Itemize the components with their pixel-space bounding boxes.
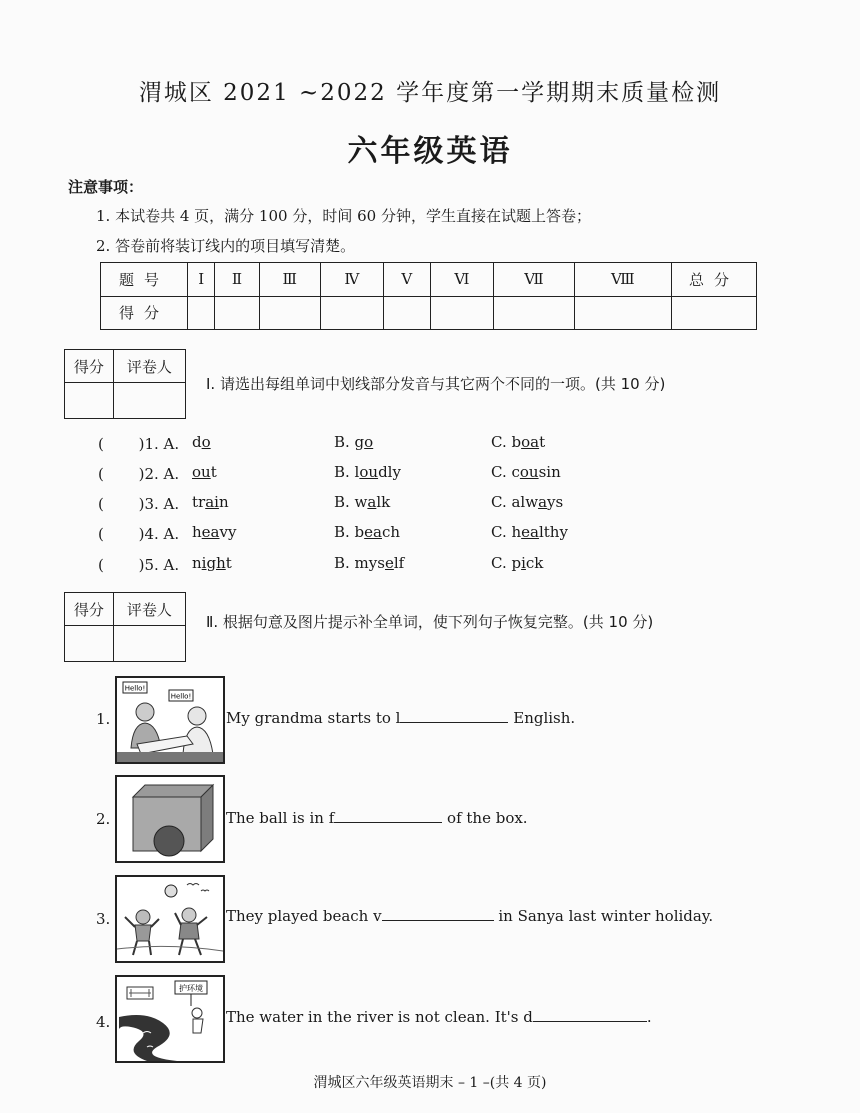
option-c-post: t: [539, 433, 546, 451]
option-c-post: sin: [538, 463, 561, 481]
option-b-ul: e: [384, 554, 394, 572]
question-row-4: [98, 523, 798, 549]
option-b[interactable]: [334, 493, 390, 511]
option-c-post: ck: [525, 554, 544, 572]
option-b-pre: B. l: [334, 463, 360, 481]
question-number: ( )4. A.: [98, 525, 180, 543]
option-a-ul: igh: [201, 554, 226, 572]
option-c-pre: C. alw: [491, 493, 539, 511]
option-a-ul: ea: [201, 523, 220, 541]
option-a-pre: h: [192, 523, 202, 541]
question-number: ( )1. A.: [98, 435, 180, 453]
item-1-number: 1.: [96, 710, 111, 728]
score-col-total: 总分: [672, 263, 757, 297]
item-2-answer-blank[interactable]: [334, 808, 442, 823]
option-a[interactable]: [192, 433, 211, 451]
option-a-post: t: [210, 463, 217, 481]
question-number: ( )5. A.: [98, 556, 180, 574]
option-c[interactable]: [491, 463, 561, 481]
option-c-pre: C. p: [491, 554, 522, 572]
item-1-text-after: English.: [508, 709, 576, 727]
option-b-post: lk: [376, 493, 391, 511]
score-col-5: Ⅴ: [383, 263, 430, 297]
option-a-pre: d: [192, 433, 202, 451]
notice-line-1: 1. 本试卷共 4 页，满分 100 分，时间 60 分钟，学生直接在试题上答卷；: [96, 207, 591, 225]
score-cell[interactable]: [574, 296, 671, 330]
score-table: [100, 262, 757, 330]
score-cell[interactable]: [430, 296, 494, 330]
grader-name-label: 评卷人: [113, 593, 185, 626]
option-b[interactable]: [334, 463, 401, 481]
option-b[interactable]: [334, 523, 400, 541]
option-b-post: lf: [393, 554, 405, 572]
item-4-text-after: .: [646, 1008, 652, 1026]
option-c-ul: oa: [521, 433, 540, 451]
section-2-title: Ⅱ. 根据句意及图片提示补全单词，使下列句子恢复完整。(共 10 分): [206, 613, 654, 631]
grader-score-label: 得分: [65, 350, 114, 383]
option-a-post: vy: [219, 523, 237, 541]
option-a-pre: tr: [192, 493, 206, 511]
hello-label-1: Hello!: [124, 684, 146, 693]
option-b-pre: B. b: [334, 523, 365, 541]
subject-title: 六年级英语: [347, 134, 513, 169]
score-cell[interactable]: [494, 296, 574, 330]
item-3-text-after: in Sanya last winter holiday.: [493, 907, 714, 925]
option-a-ul: ai: [205, 493, 219, 511]
option-b-post: ch: [382, 523, 401, 541]
grader-name-cell[interactable]: [113, 626, 185, 662]
score-col-2: Ⅱ: [215, 263, 259, 297]
hello-label-2: Hello!: [170, 692, 192, 701]
option-b-ul: a: [367, 493, 377, 511]
item-2-text-after: of the box.: [442, 809, 528, 827]
picture-dirty-river: [115, 975, 225, 1063]
score-cell[interactable]: [188, 296, 215, 330]
option-b-pre: B. g: [334, 433, 365, 451]
question-row-3: [98, 493, 798, 519]
score-col-1: Ⅰ: [188, 263, 215, 297]
option-a-post: t: [225, 554, 232, 572]
option-a[interactable]: [192, 463, 217, 481]
option-c-post: lthy: [538, 523, 568, 541]
picture-beach-volleyball: [115, 875, 225, 963]
item-3-answer-blank[interactable]: [382, 906, 494, 921]
grader-box-section-1: [64, 349, 186, 419]
item-1-answer-blank[interactable]: [400, 708, 508, 723]
option-c-pre: C. h: [491, 523, 522, 541]
score-cell[interactable]: [215, 296, 259, 330]
grader-name-cell[interactable]: [113, 383, 185, 419]
grader-score-cell[interactable]: [65, 383, 114, 419]
score-cell[interactable]: [672, 296, 757, 330]
option-c-post: ys: [547, 493, 564, 511]
grader-score-cell[interactable]: [65, 626, 114, 662]
score-col-7: Ⅶ: [494, 263, 574, 297]
score-table-row-label: 题号: [101, 263, 188, 297]
sign-text: 护环境: [179, 984, 203, 993]
notice-line-2: 2. 答卷前将装订线内的项目填写清楚。: [96, 237, 356, 255]
option-b-pre: B. mys: [334, 554, 385, 572]
option-c-pre: C. b: [491, 433, 522, 451]
exam-header-title: 渭城区 2021 ~2022 学年度第一学期期末质量检测: [138, 80, 722, 106]
option-c[interactable]: [491, 523, 568, 541]
option-a-pre: n: [192, 554, 202, 572]
score-col-6: Ⅵ: [430, 263, 494, 297]
question-row-5: [98, 554, 798, 580]
option-b-ul: ea: [364, 523, 382, 541]
section-1-title: Ⅰ. 请选出每组单词中划线部分发音与其它两个不同的一项。(共 10 分): [206, 375, 666, 393]
option-c-ul: a: [538, 493, 548, 511]
item-4-answer-blank[interactable]: [533, 1007, 647, 1022]
item-3-text-before: They played beach v: [226, 907, 382, 925]
item-4-text-before: The water in the river is not clean. It's d: [226, 1008, 533, 1026]
option-b[interactable]: [334, 433, 373, 451]
grader-score-label: 得分: [65, 593, 114, 626]
option-a-ul: o: [201, 433, 211, 451]
score-table-score-label: 得分: [101, 296, 188, 330]
grader-name-label: 评卷人: [113, 350, 185, 383]
item-1-text-before: My grandma starts to l: [226, 709, 401, 727]
picture-ball-and-box: [115, 775, 225, 863]
question-row-2: [98, 463, 798, 489]
option-c[interactable]: [491, 554, 543, 572]
option-b[interactable]: [334, 554, 404, 572]
score-cell[interactable]: [320, 296, 383, 330]
grader-box-section-2: [64, 592, 186, 662]
option-c[interactable]: [491, 433, 545, 451]
score-col-4: Ⅳ: [320, 263, 383, 297]
option-a[interactable]: [192, 493, 229, 511]
item-3-sentence: [226, 906, 713, 925]
option-a[interactable]: [192, 554, 232, 572]
page-footer: 渭城区六年级英语期末 – 1 –(共 4 页): [313, 1075, 547, 1091]
option-b-ul: o: [364, 433, 374, 451]
option-a-post: n: [218, 493, 229, 511]
item-4-number: 4.: [96, 1013, 111, 1031]
picture-teaching-grandma: [115, 676, 225, 764]
option-b-pre: B. w: [334, 493, 368, 511]
score-col-3: Ⅲ: [259, 263, 320, 297]
question-number: ( )3. A.: [98, 495, 180, 513]
item-1-sentence: [226, 708, 575, 727]
option-a-ul: ou: [192, 463, 211, 481]
score-col-8: Ⅷ: [574, 263, 671, 297]
option-b-post: dly: [378, 463, 401, 481]
item-3-number: 3.: [96, 910, 111, 928]
item-2-sentence: [226, 808, 528, 827]
item-2-text-before: The ball is in f: [226, 809, 335, 827]
option-c-ul: ou: [519, 463, 539, 481]
item-4-sentence: [226, 1007, 652, 1026]
option-c-pre: C. c: [491, 463, 520, 481]
notice-heading: 注意事项：: [68, 178, 144, 196]
question-number: ( )2. A.: [98, 465, 180, 483]
option-c[interactable]: [491, 493, 563, 511]
item-2-number: 2.: [96, 810, 111, 828]
option-c-ul: ea: [521, 523, 539, 541]
option-c-ul: i: [521, 554, 526, 572]
question-row-1: [98, 433, 798, 459]
option-a[interactable]: [192, 523, 236, 541]
option-b-ul: ou: [359, 463, 379, 481]
score-cell[interactable]: [259, 296, 320, 330]
score-cell[interactable]: [383, 296, 430, 330]
